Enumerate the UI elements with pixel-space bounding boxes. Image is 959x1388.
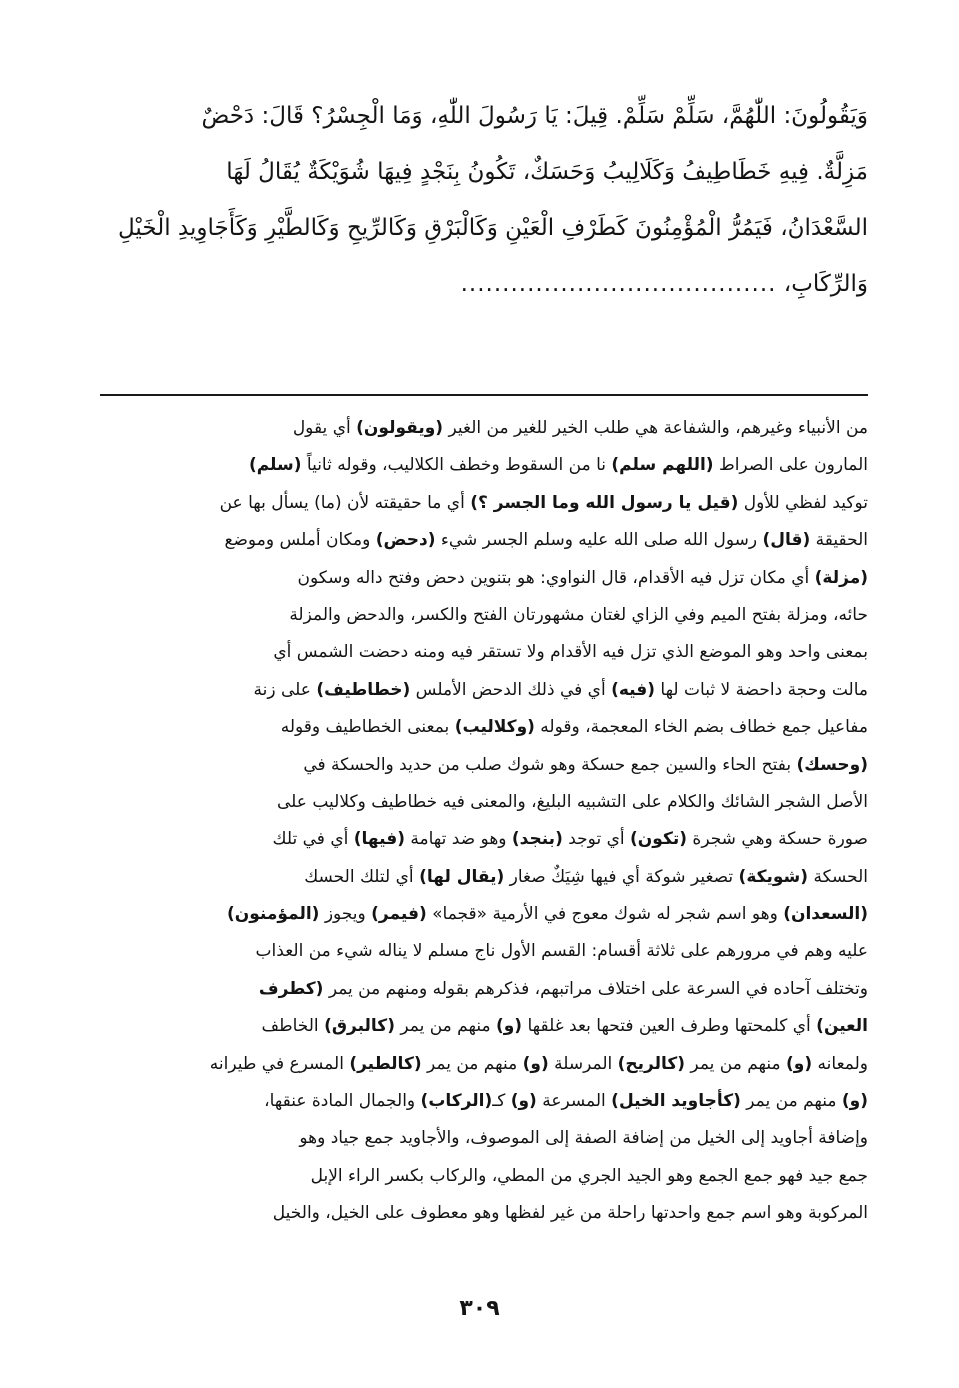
commentary-run: الأصل الشجر الشائك والكلام على التشبيه البليغ، والمعنى فيه خطاطيف وكلاليب على	[277, 791, 868, 812]
commentary-keyword: (وكلاليب)	[454, 717, 535, 738]
commentary-keyword: (خطاطيف)	[316, 679, 411, 700]
commentary-run: أي في ذلك الدحض الأملس	[410, 679, 612, 700]
commentary-run: صورة حسكة وهي شجرة	[687, 829, 868, 850]
commentary-run: وهو ضد تهامة	[405, 829, 512, 850]
commentary-line	[98, 410, 868, 447]
commentary-line	[98, 1120, 868, 1157]
commentary-run: بمعنى واحد وهو الموضع الذي تزل فيه الأقدام ولا تستقر فيه ومنه دحضت الشمس أي	[273, 642, 868, 663]
commentary-keyword: (تكون)	[630, 829, 688, 850]
commentary-run: مالت وحجة داحضة لا ثبات لها	[655, 679, 868, 700]
commentary-run: أي لتلك الحسك	[304, 866, 420, 887]
commentary-line	[98, 672, 868, 709]
commentary-run: منهم من يمر	[740, 1091, 842, 1112]
commentary-keyword: (كالريح)	[617, 1053, 686, 1074]
commentary-run: نا من السقوط وخطف الكلاليب، وقوله ثانياً	[301, 455, 612, 476]
commentary-line	[98, 896, 868, 933]
commentary-run: من الأنبياء وغيرهم، والشفاعة هي طلب الخير للغير من الغير	[443, 418, 868, 438]
commentary-keyword: العين)	[816, 1016, 868, 1037]
hadith-text	[98, 88, 868, 312]
commentary-run: الحسكة	[808, 866, 868, 887]
commentary-keyword: (اللهم سلم)	[611, 455, 714, 476]
commentary-line	[98, 709, 868, 746]
commentary-keyword: (و)	[522, 1053, 549, 1074]
commentary-run: المرسلة	[548, 1053, 618, 1074]
commentary-run: كـ	[492, 1091, 511, 1112]
commentary-line	[98, 485, 868, 522]
commentary-run: أي في تلك	[272, 829, 354, 850]
commentary-keyword: (فيها)	[353, 829, 405, 850]
commentary-run: عليه وهم في مرورهم على ثلاثة أقسام: القسم الأول ناج مسلم لا يناله شيء من العذاب	[255, 941, 868, 962]
commentary-run: وإضافة أجاويد إلى الخيل من إضافة الصفة إلى الموصوف، والأجاويد جمع جياد وهو	[299, 1128, 868, 1149]
commentary-line	[98, 447, 868, 484]
commentary-line	[98, 1046, 868, 1083]
commentary-keyword: (كالطير)	[349, 1053, 422, 1074]
commentary-keyword: (و)	[786, 1053, 813, 1074]
commentary-run: بمعنى الخطاطيف وقوله	[280, 717, 455, 738]
page-number: ٣٠٩	[459, 1296, 500, 1321]
commentary-keyword: (السعدان)	[783, 904, 868, 925]
commentary-keyword: (الركاب)	[420, 1091, 493, 1112]
commentary-keyword: (بنجد)	[511, 829, 563, 850]
commentary-run: ولمعانه	[812, 1053, 868, 1074]
commentary-run: الحقيقة	[810, 530, 868, 551]
commentary-keyword: (و)	[510, 1091, 537, 1112]
hadith-line-last	[98, 256, 868, 312]
hadith-line: وَيَقُولُونَ: اللّٰهُمَّ، سَلِّمْ سَلِّمْ. قِيلَ: يَا رَسُولَ اللّٰهِ، وَمَا الْجِسْرُ؟ قَالَ: دَحْضٌ	[201, 103, 868, 129]
commentary-keyword: (وحسك)	[796, 754, 868, 775]
commentary-keyword: (المؤمنون)	[226, 904, 320, 925]
commentary-keyword: (و)	[841, 1091, 868, 1112]
commentary-run: منهم من يمر	[394, 1016, 496, 1037]
commentary-run: على زنة	[253, 679, 317, 700]
book-page	[98, 88, 868, 1224]
commentary-line	[98, 634, 868, 671]
continuation-dots: ......................................	[460, 271, 777, 297]
commentary-run: جمع جيد فهو جمع الجمع وهو الجيد الجري من المطي، والركاب بكسر الراء الإبل	[310, 1165, 868, 1186]
commentary-line	[98, 1158, 868, 1195]
commentary-line	[98, 933, 868, 970]
commentary-keyword: (دحض)	[375, 530, 436, 551]
section-divider	[100, 394, 868, 396]
commentary-keyword: (قيل يا رسول الله وما الجسر ؟)	[470, 492, 739, 513]
commentary-run: المسرعة	[536, 1091, 612, 1112]
commentary-run: رسول الله صلى الله عليه وسلم الجسر شيء	[435, 530, 763, 551]
commentary-keyword: (فيه)	[611, 679, 656, 700]
commentary-line	[98, 784, 868, 821]
commentary-keyword: (شويكة)	[738, 866, 809, 887]
commentary-keyword: (ويقولون)	[356, 418, 444, 438]
hadith-line: السَّعْدَانُ، فَيَمُرُّ الْمُؤْمِنُونَ كَطَرْفِ الْعَيْنِ وَكَالْبَرْقِ وَكَالرِّيحِ وَكَالطَّيْرِ وَكَأَجَاوِيدِ الْخَيْلِ	[117, 215, 868, 241]
commentary-run: مفاعيل جمع خطاف بضم الخاء المعجمة، وقوله	[534, 717, 868, 738]
commentary-run: توكيد لفظي للأول	[738, 492, 868, 513]
commentary-keyword: (كطرف	[258, 978, 324, 999]
commentary-keyword: (سلم)	[248, 455, 302, 476]
commentary-keyword: (كأجاويد الخيل)	[611, 1091, 741, 1112]
commentary-run: ويجوز	[319, 904, 372, 925]
commentary-run: أي مكان تزل فيه الأقدام، قال النواوي: هو بتنوين دحض وفتح داله وسكون	[297, 567, 815, 588]
commentary-line	[98, 1195, 868, 1232]
commentary-line	[98, 971, 868, 1008]
commentary-line	[98, 560, 868, 597]
commentary-run: بفتح الحاء والسين جمع حسكة وهو شوك صلب من حديد والحسكة في	[303, 754, 797, 775]
commentary-keyword: (قال)	[762, 530, 811, 551]
commentary-run: منهم من يمر	[421, 1053, 523, 1074]
commentary-line	[98, 747, 868, 784]
commentary-line	[98, 1083, 868, 1120]
commentary-run: الخاطف	[261, 1016, 325, 1037]
commentary-text	[98, 410, 868, 1233]
commentary-keyword: (و)	[495, 1016, 523, 1037]
commentary-run: وهو اسم شجر له شوك معوج في الأرمية «قجما»	[426, 904, 784, 925]
commentary-line	[98, 1008, 868, 1045]
commentary-run: أي يقول	[292, 418, 357, 438]
commentary-line	[98, 859, 868, 896]
commentary-run: ومكان أملس وموضع	[224, 530, 376, 551]
commentary-run: أي توجد	[562, 829, 631, 850]
commentary-run: وتختلف آحاده في السرعة على اختلاف مراتبهم، فذكرهم بقوله ومنهم من يمر	[323, 978, 868, 999]
commentary-keyword: (كالبرق)	[324, 1016, 395, 1037]
commentary-keyword: (مزلة)	[814, 567, 868, 588]
commentary-line	[98, 522, 868, 559]
commentary-run: والجمال المادة عنقها،	[264, 1091, 421, 1112]
commentary-run: حائه، ومزلة بفتح الميم وفي الزاي لغتان مشهورتان الفتح والكسر، والدحض والمزلة	[289, 604, 868, 625]
commentary-keyword: (فيمر)	[371, 904, 427, 925]
commentary-run: أي ما حقيقته لأن (ما) يسأل بها عن	[219, 492, 471, 513]
commentary-line	[98, 821, 868, 858]
commentary-run: المركوبة وهو اسم جمع واحدتها راحلة من غير لفظها وهو معطوف على الخيل، والخيل	[272, 1203, 868, 1224]
commentary-keyword: (يقال لها)	[419, 866, 505, 887]
commentary-run: منهم من يمر	[685, 1053, 787, 1074]
commentary-line	[98, 597, 868, 634]
commentary-run: تصغير شوكة أي فيها شِيَكٌ صغار	[504, 866, 739, 887]
commentary-run: أي كلمحتها وطرف العين فتحها بعد غلقها	[522, 1016, 817, 1037]
commentary-run: المسرع في طيرانه	[209, 1053, 350, 1074]
commentary-run: المارون على الصراط	[713, 455, 868, 476]
hadith-line: مَزِلَّةٌ. فِيهِ خَطَاطِيفُ وَكَلَالِيبُ وَحَسَكٌ، تَكُونُ بِنَجْدٍ فِيهَا شُوَيْكَةٌ يُقَالُ لَهَا	[226, 159, 868, 185]
hadith-line-text: وَالرِّكَابِ،	[783, 271, 868, 297]
